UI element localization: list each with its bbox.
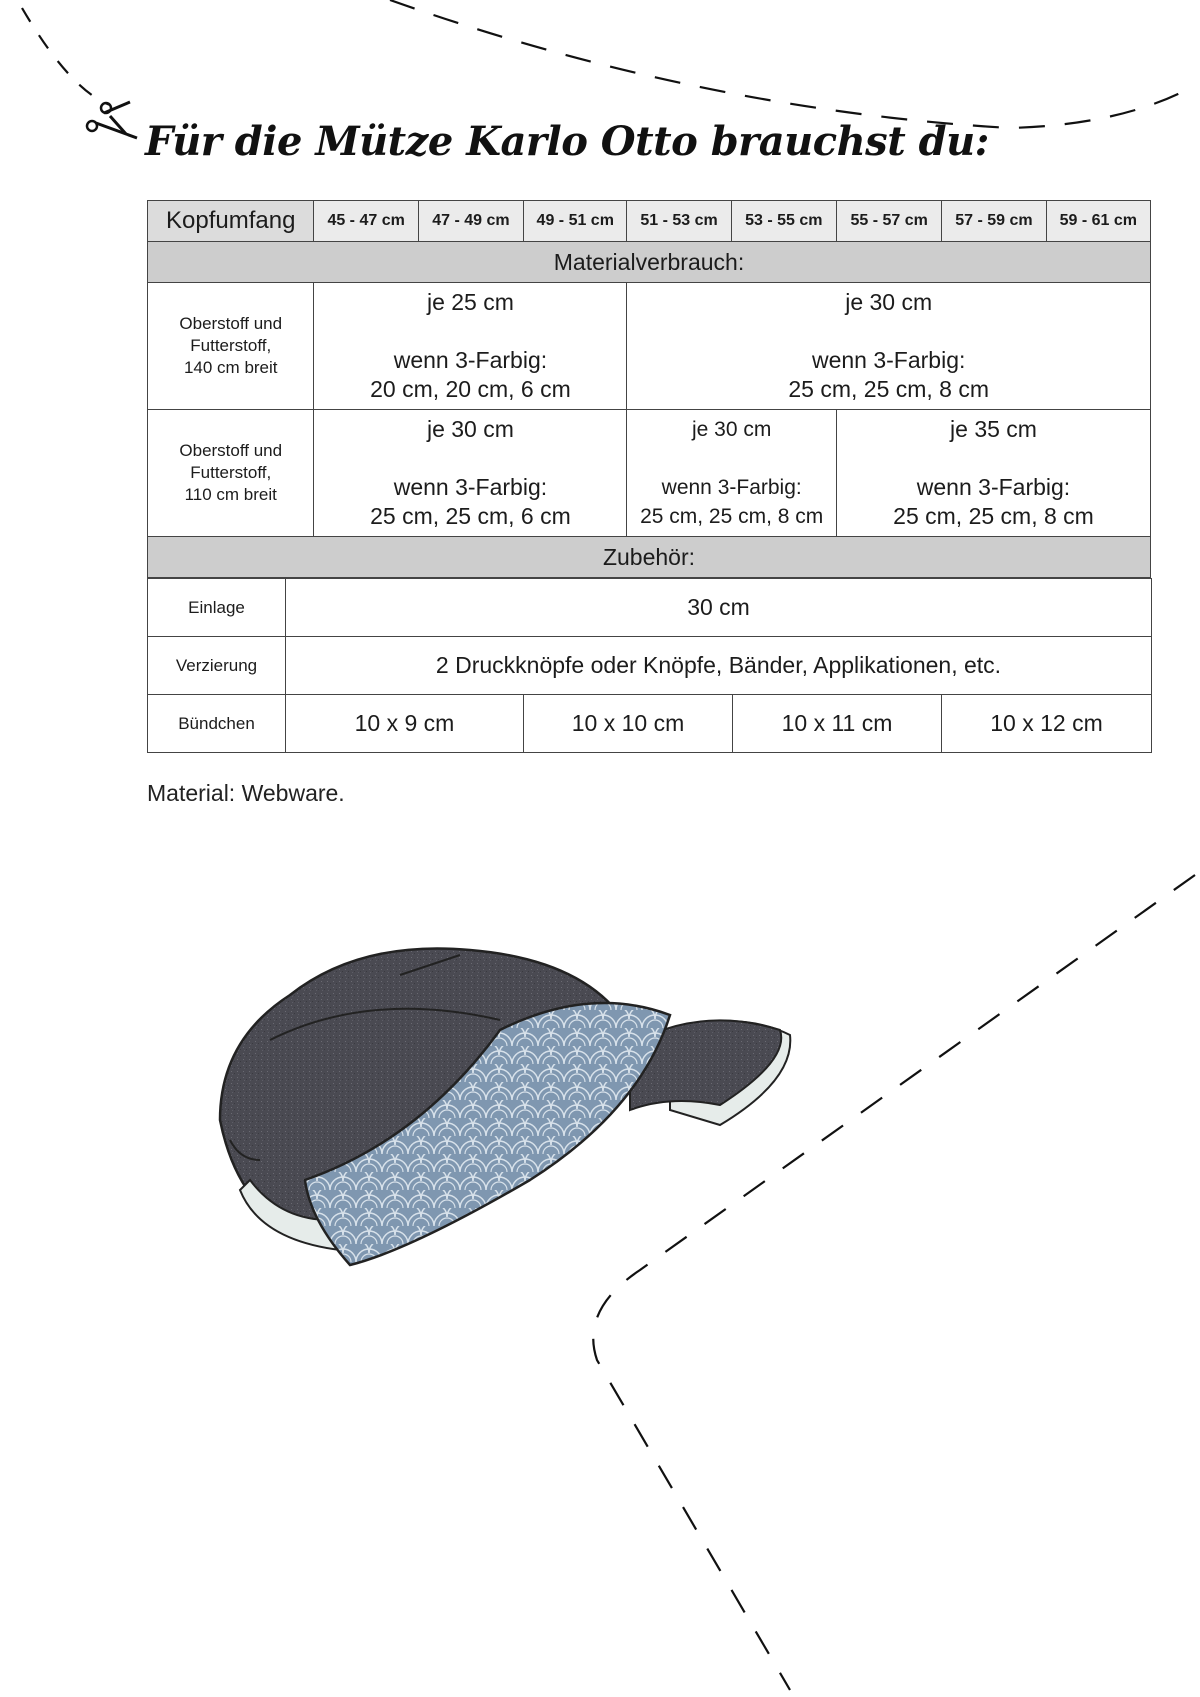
amount-sub: 20 cm, 20 cm, 6 cm [370,376,571,402]
size-cell: 49 - 51 cm [524,201,627,242]
label-line: 140 cm breit [183,358,278,377]
amount-cell [627,283,1151,410]
label-line: Futterstoff, [190,463,272,482]
row-140 [148,283,1151,410]
row-label-verzierung: Verzierung [148,637,286,695]
size-cell: 59 - 61 cm [1046,201,1150,242]
size-cell: 55 - 57 cm [837,201,942,242]
row-label-einlage: Einlage [148,579,286,637]
amount-cell [314,283,627,410]
amount-main: je 35 cm [950,416,1037,442]
section-material-row [148,242,1151,283]
amount-sub: wenn 3-Farbig: [916,474,1071,500]
amount-sub: wenn 3-Farbig: [393,474,548,500]
row-verzierung [148,637,1152,695]
material-note: Material: Webware. [147,780,345,806]
label-line: 110 cm breit [184,485,277,504]
amount-sub: wenn 3-Farbig: [393,347,548,373]
section-zubehoer: Zubehör: [148,537,1151,578]
amount-cell [837,410,1151,537]
amount-cell [627,410,837,537]
row-label-140 [148,283,314,410]
amount-sub: 25 cm, 25 cm, 8 cm [893,503,1094,529]
buendchen-value: 10 x 12 cm [942,695,1152,753]
einlage-value: 30 cm [286,579,1152,637]
buendchen-value: 10 x 9 cm [286,695,524,753]
header-label: Kopfumfang [148,201,314,242]
buendchen-value: 10 x 10 cm [524,695,733,753]
amount-main: je 30 cm [845,289,933,315]
page-title: Für die Mütze Karlo Otto brauchst du: [145,118,989,165]
label-line: Futterstoff, [190,336,272,355]
cap-illustration [200,920,800,1370]
amount-sub: wenn 3-Farbig: [661,476,802,499]
scissors-icon [82,96,144,142]
size-cell: 57 - 59 cm [942,201,1046,242]
row-label-buendchen: Bündchen [148,695,286,753]
size-cell: 51 - 53 cm [627,201,731,242]
row-einlage [148,579,1152,637]
amount-sub: 25 cm, 25 cm, 6 cm [370,503,571,529]
section-zubehoer-row [148,537,1151,578]
amount-main: je 30 cm [426,416,514,442]
amount-sub: 25 cm, 25 cm, 8 cm [788,376,990,402]
accessory-table [147,578,1152,753]
row-label-110 [148,410,314,537]
amount-sub: 25 cm, 25 cm, 8 cm [640,505,824,528]
label-line: Oberstoff und [179,314,283,333]
section-material: Materialverbrauch: [148,242,1151,283]
material-table [147,200,1151,578]
amount-sub: wenn 3-Farbig: [811,347,966,373]
buendchen-value: 10 x 11 cm [733,695,942,753]
size-header-row [148,201,1151,242]
label-line: Oberstoff und [179,441,283,460]
verzierung-value: 2 Druckknöpfe oder Knöpfe, Bänder, Applikationen, etc. [286,637,1152,695]
size-cell: 53 - 55 cm [731,201,836,242]
size-cell: 45 - 47 cm [314,201,418,242]
amount-cell [314,410,627,537]
row-110 [148,410,1151,537]
size-cell: 47 - 49 cm [418,201,523,242]
amount-main: je 25 cm [426,289,514,315]
amount-main: je 30 cm [692,418,772,441]
row-buendchen [148,695,1152,753]
